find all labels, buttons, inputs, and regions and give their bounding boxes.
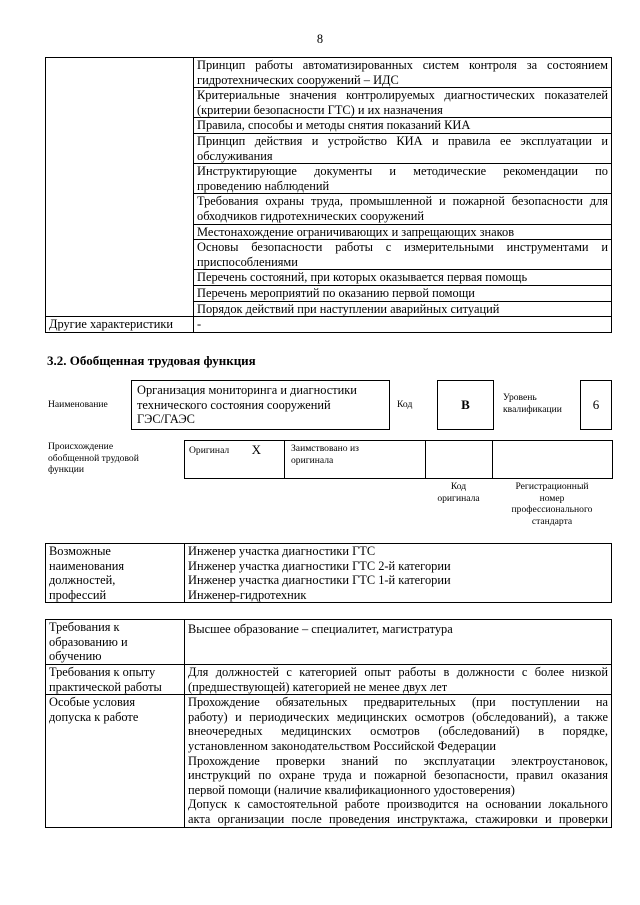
borrowed-label-line: оригинала <box>291 454 334 466</box>
other-characteristics-value: - <box>194 317 612 333</box>
knowledge-item-line: Перечень состояний, при которых оказывается первая помощь <box>197 270 528 285</box>
knowledge-item <box>194 224 612 240</box>
position-item: Инженер участка диагностики ГТС 1-й категории <box>188 573 451 588</box>
code-value-box <box>437 380 494 430</box>
knowledge-item <box>194 164 612 194</box>
position-item: Инженер-гидротехник <box>188 587 307 602</box>
qualification-level-label-line: квалификации <box>503 403 562 415</box>
education-label <box>46 620 185 665</box>
name-label: Наименование <box>48 399 108 410</box>
experience-label-line: Требования к опыту <box>49 665 156 679</box>
knowledge-item-line: гидротехнических сооружений – ИДС <box>197 72 399 87</box>
knowledge-item <box>194 88 612 118</box>
knowledge-item-line: приспособлениями <box>197 254 298 269</box>
knowledge-item-line: Правила, способы и методы снятия показаний КИА <box>197 118 471 133</box>
knowledge-item-line: Принцип работы автоматизированных систем контроля за состоянием <box>197 58 608 72</box>
special-conditions-label <box>46 695 185 827</box>
knowledge-item <box>194 301 612 317</box>
origin-borrowed-cell <box>285 441 426 479</box>
knowledge-item <box>194 240 612 270</box>
position-item: Инженер участка диагностики ГТС <box>188 544 376 558</box>
reg-number-caption-line: номер <box>539 492 565 504</box>
requirements-table <box>45 619 612 828</box>
positions-label <box>46 544 185 603</box>
education-label-line: обучению <box>49 649 102 664</box>
knowledge-item-line: Местонахождение ограничивающих и запрещающих знаков <box>197 224 515 239</box>
code-label: Код <box>397 399 413 410</box>
knowledge-item <box>194 270 612 286</box>
knowledge-item-line: Инструктирующие документы и методические рекомендации по <box>197 164 608 179</box>
section-title: 3.2. Обобщенная трудовая функция <box>47 353 256 368</box>
knowledge-item-line: Перечень мероприятий по оказанию первой помощи <box>197 285 475 300</box>
special-conditions-value <box>185 695 612 827</box>
experience-label-line: практической работы <box>49 679 162 694</box>
special-line: Прохождение проверки знаний по эксплуатации электроустановок, <box>188 753 608 768</box>
positions-label-line: Возможные <box>49 544 111 558</box>
origin-original-cell <box>185 441 285 479</box>
knowledge-item-line: Критериальные значения контролируемых диагностических показателей <box>197 88 608 103</box>
education-label-line: Требования к <box>49 620 120 634</box>
positions-values <box>185 544 612 603</box>
origin-label-line: функции <box>48 464 84 475</box>
knowledge-row <box>46 58 612 88</box>
knowledge-item-line: Порядок действий при наступлении аварийных ситуаций <box>197 301 500 316</box>
origin-label-line: обобщенной трудовой <box>48 452 139 464</box>
original-code-caption-line: оригинала <box>437 492 480 504</box>
original-code-caption <box>425 481 492 504</box>
origin-reg-number-cell <box>493 441 613 479</box>
experience-label <box>46 665 185 695</box>
original-code-caption-line: Код <box>450 481 467 492</box>
positions-label-line: наименования <box>49 558 125 573</box>
reg-number-caption <box>492 481 612 527</box>
reg-number-caption-line: Регистрационный <box>515 481 589 492</box>
qualification-level-label-line: Уровень <box>503 392 537 403</box>
special-line: Допуск к самостоятельной работе производится на основании локального <box>188 797 608 812</box>
code-value: В <box>461 397 470 412</box>
function-name-line: технического состояния сооружений <box>137 397 331 412</box>
special-line: Прохождение обязательных предварительных (при поступлении на <box>188 695 608 710</box>
origin-code-cell <box>426 441 493 479</box>
origin-label-line: Происхождение <box>48 441 114 452</box>
education-row <box>46 620 612 665</box>
knowledge-item-line: проведению наблюдений <box>197 178 330 193</box>
experience-line: (предшествующей) категорией не менее двух лет <box>188 679 448 694</box>
knowledge-item-line: Основы безопасности работы с измерительными инструментами и <box>197 240 608 255</box>
knowledge-table <box>45 57 612 333</box>
positions-table <box>45 543 612 603</box>
knowledge-item-line: Требования охраны труда, промышленной и пожарной безопасности для <box>197 194 608 209</box>
experience-line: Для должностей с категорией опыт работы в должности с более низкой <box>188 665 608 679</box>
experience-value <box>185 665 612 695</box>
knowledge-item <box>194 133 612 163</box>
special-conditions-label-line: допуска к работе <box>49 709 139 724</box>
qualification-level-value: 6 <box>592 397 600 412</box>
origin-table <box>184 440 613 479</box>
knowledge-item-line: (критерии безопасности ГТС) и их назначения <box>197 102 443 117</box>
knowledge-left-cell <box>46 58 194 317</box>
reg-number-caption-line: стандарта <box>531 515 573 527</box>
positions-label-line: должностей, <box>49 573 116 588</box>
other-characteristics-row <box>46 317 612 333</box>
page-number: 8 <box>316 32 324 46</box>
origin-label <box>48 441 139 476</box>
positions-label-line: профессий <box>49 587 107 602</box>
special-line: акта организации после проведения инструктажа, стажировки и проверки <box>188 811 608 826</box>
special-conditions-row <box>46 695 612 827</box>
reg-number-caption-line: профессионального <box>511 504 593 515</box>
knowledge-item-line: обходчиков гидротехнических сооружений <box>197 208 424 223</box>
knowledge-item <box>194 118 612 134</box>
special-line: установленном законодательством Российской Федерации <box>188 738 497 753</box>
original-mark: Х <box>251 442 261 457</box>
position-item: Инженер участка диагностики ГТС 2-й категории <box>188 558 451 573</box>
knowledge-item <box>194 194 612 224</box>
knowledge-item-line: Принцип действия и устройство КИА и правила ее эксплуатации и <box>197 133 608 148</box>
experience-row <box>46 665 612 695</box>
special-line: внеочередных медицинских осмотров (обследований) в порядке, <box>188 724 608 739</box>
education-label-line: образованию и <box>49 634 128 649</box>
other-characteristics-label: Другие характеристики <box>46 317 194 333</box>
function-name-line: Организация мониторинга и диагностики <box>137 383 357 397</box>
special-line: работу) и периодических медицинских осмотров (обследований), а также <box>188 709 608 724</box>
special-line: инструкций по охране труда и пожарной безопасности, правил оказания <box>188 768 608 783</box>
function-name-line: ГЭС/ГАЭС <box>137 412 195 427</box>
function-name-box <box>131 380 390 430</box>
original-label: Оригинал <box>189 445 230 456</box>
knowledge-item <box>194 58 612 88</box>
education-value: Высшее образование – специалитет, магистратура <box>185 620 612 665</box>
qualification-level-label <box>503 392 562 415</box>
qualification-level-box <box>580 380 612 430</box>
knowledge-item <box>194 285 612 301</box>
special-conditions-label-line: Особые условия <box>49 695 136 710</box>
knowledge-item-line: обслуживания <box>197 148 273 163</box>
special-line: первой помощи (наличие квалификационного удостоверения) <box>188 782 515 797</box>
borrowed-label-line: Заимствовано из <box>291 443 359 454</box>
